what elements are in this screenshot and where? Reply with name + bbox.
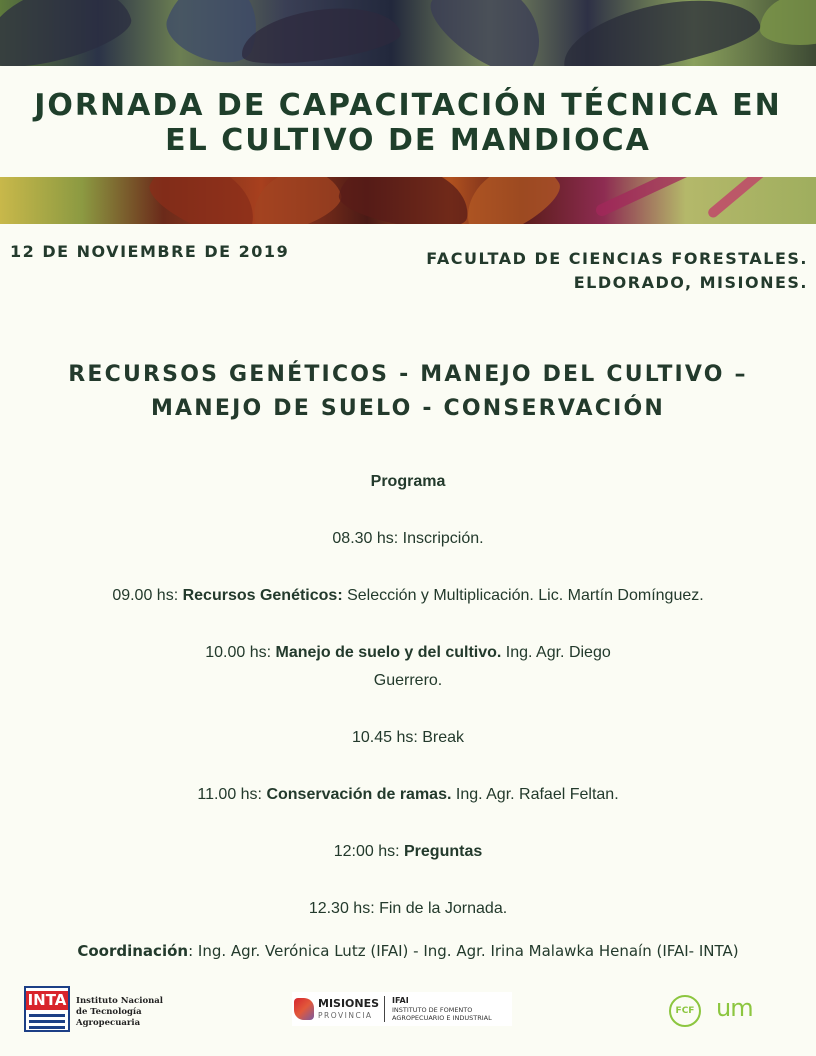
program-heading: Programa [370, 473, 446, 490]
inta-name-line-2: de Tecnología Agropecuaria [76, 1007, 142, 1028]
event-date: 12 DE NOVIEMBRE DE 2019 [10, 242, 290, 261]
misiones-ifai-logo [292, 992, 512, 1026]
schedule-time: 08.30 hs: [332, 530, 399, 547]
schedule-topic: Manejo de suelo y del cultivo. [271, 644, 502, 661]
inta-wordmark: INTA [27, 991, 67, 1009]
schedule-item [0, 783, 816, 807]
inta-name [76, 996, 204, 1029]
schedule-item [0, 527, 816, 551]
ifai-subtitle: INSTITUTO DE FOMENTO AGROPECUARIO E INDUSTRIAL [392, 1006, 492, 1022]
schedule-item [0, 641, 816, 665]
topics-heading [0, 358, 816, 426]
unam-logo: um [716, 994, 753, 1022]
schedule-text: Inscripción. [398, 530, 484, 547]
schedule-time: 10.00 hs: [205, 644, 272, 661]
schedule-item [0, 726, 816, 750]
page-title [0, 88, 816, 158]
misiones-map-icon [294, 998, 314, 1020]
schedule-time: 10.45 hs: [351, 729, 418, 746]
schedule-time: 12.30 hs: [308, 900, 375, 917]
schedule-item-continuation: Guerrero. [373, 672, 443, 689]
schedule-text: Fin de la Jornada. [374, 900, 508, 917]
schedule-topic: Recursos Genéticos: [178, 587, 343, 604]
coordination-credits [0, 942, 816, 960]
coordination-label: Coordinación [77, 942, 189, 960]
divider-photo-leaves [0, 177, 816, 224]
misiones-name: MISIONES [318, 997, 380, 1010]
schedule-text: Ing. Agr. Diego [501, 644, 611, 661]
ifai-name: IFAI [392, 996, 409, 1005]
schedule-item [0, 897, 816, 921]
schedule-item [0, 584, 816, 608]
schedule-topic: Preguntas [399, 843, 483, 860]
misiones-subtitle: PROVINCIA [318, 1011, 373, 1020]
title-line-1: JORNADA DE CAPACITACIÓN TÉCNICA EN [34, 88, 782, 123]
coordination-text: : Ing. Agr. Verónica Lutz (IFAI) - Ing. Agr. Irina Malawka Henaín (IFAI- INTA) [188, 942, 739, 960]
title-line-2: EL CULTIVO DE MANDIOCA [165, 123, 651, 158]
schedule-item [0, 840, 816, 864]
schedule-text: Selección y Multiplicación. Lic. Martín Domínguez. [342, 587, 704, 604]
inta-emblem [24, 986, 70, 1032]
header-photo-leaves [0, 0, 816, 66]
topics-line-2: MANEJO DE SUELO - CONSERVACIÓN [150, 396, 666, 421]
schedule-text: Ing. Agr. Rafael Feltan. [451, 786, 619, 803]
fcf-logo: FCF [669, 995, 701, 1027]
schedule-time: 12:00 hs: [333, 843, 400, 860]
topics-line-1: RECURSOS GENÉTICOS - MANEJO DEL CULTIVO – [68, 362, 748, 387]
inta-logo [24, 986, 204, 1032]
inta-name-line-1: Instituto Nacional [76, 996, 164, 1006]
schedule-time: 09.00 hs: [112, 587, 179, 604]
event-venue [426, 247, 808, 295]
logo-divider [384, 996, 385, 1022]
venue-line-2: ELDORADO, MISIONES. [573, 273, 808, 292]
venue-line-1: FACULTAD DE CIENCIAS FORESTALES. [426, 249, 808, 268]
schedule-text: Break [417, 729, 465, 746]
schedule-topic: Conservación de ramas. [262, 786, 452, 803]
schedule-time: 11.00 hs: [197, 786, 262, 803]
